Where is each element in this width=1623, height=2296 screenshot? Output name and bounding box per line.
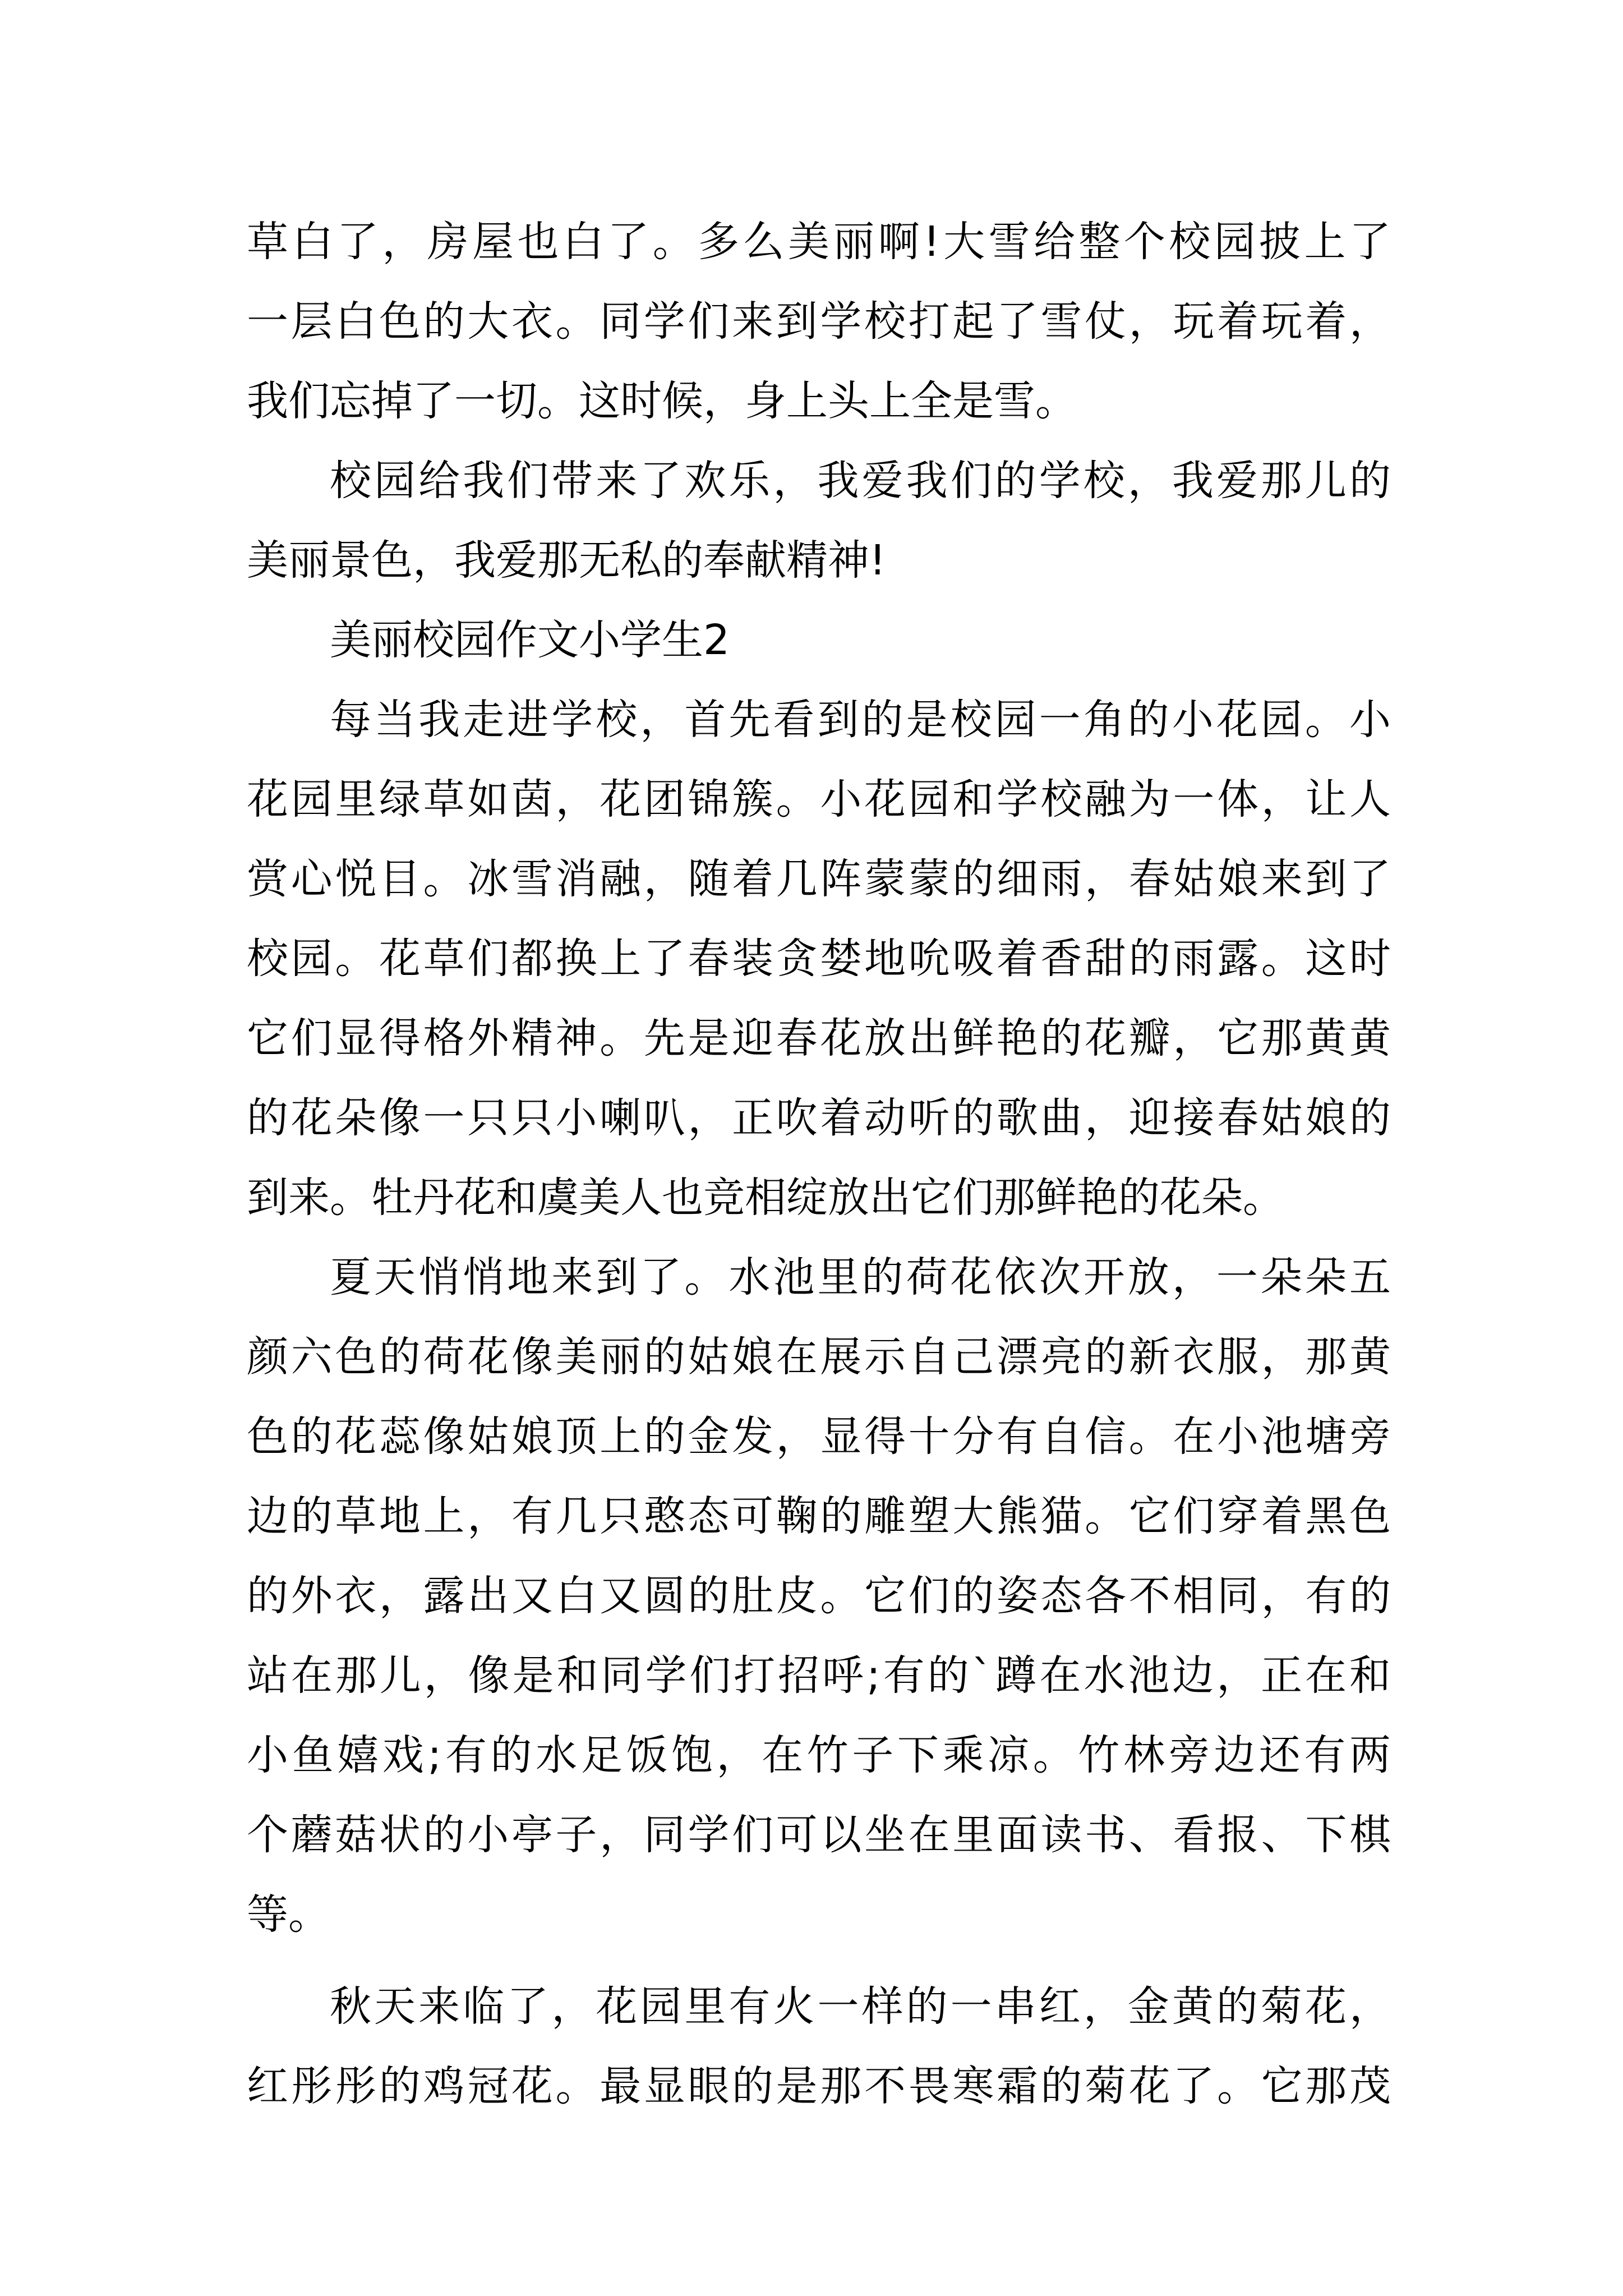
paragraph [247,1967,1391,2126]
heading-line: 美丽校园作文小学生2 [330,616,730,664]
text-line: 颜六色的荷花像美丽的姑娘在展示自己漂亮的新衣服，那黄 [247,1333,1391,1381]
text-line: 花园里绿草如茵，花团锦簇。小花园和学校融为一体，让人 [247,775,1391,823]
text-line: 夏天悄悄地来到了。水池里的荷花依次开放，一朵朵五 [330,1253,1391,1301]
text-line: 它们显得格外精神。先是迎春花放出鲜艳的花瓣，它那黄黄 [247,1014,1391,1062]
text-line: 校园给我们带来了欢乐，我爱我们的学校，我爱那儿的 [330,457,1391,505]
paragraph [247,441,1391,600]
paragraph [247,1237,1391,1954]
text-line: 的外衣，露出又白又圆的肚皮。它们的姿态各不相同，有的 [247,1572,1391,1620]
text-line: 站在那儿，像是和同学们打招呼;有的`蹲在水池边，正在和 [247,1651,1391,1700]
document-body [247,202,1391,2126]
text-line: 校园。花草们都换上了春装贪婪地吮吸着香甜的雨露。这时 [247,935,1391,983]
text-line: 红彤彤的鸡冠花。最显眼的是那不畏寒霜的菊花了。它那茂 [247,2062,1391,2110]
text-line: 色的花蕊像姑娘顶上的金发，显得十分有自信。在小池塘旁 [247,1412,1391,1461]
text-line: 草白了，房屋也白了。多么美丽啊!大雪给整个校园披上了 [247,218,1391,266]
text-line: 赏心悦目。冰雪消融，随着几阵蒙蒙的细雨，春姑娘来到了 [247,855,1391,903]
text-line: 一层白色的大衣。同学们来到学校打起了雪仗，玩着玩着， [247,297,1391,346]
text-line: 秋天来临了，花园里有火一样的一串红，金黄的菊花， [330,1982,1391,2031]
text-line: 的花朵像一只只小喇叭，正吹着动听的歌曲，迎接春姑娘的 [247,1094,1391,1142]
text-line: 每当我走进学校，首先看到的是校园一角的小花园。小 [330,696,1391,744]
paragraph [247,680,1391,1237]
text-line: 小鱼嬉戏;有的水足饭饱，在竹子下乘凉。竹林旁边还有两 [247,1731,1391,1779]
text-line: 到来。牡丹花和虞美人也竞相绽放出它们那鲜艳的花朵。 [247,1174,1284,1222]
text-line: 等。 [247,1890,330,1939]
text-line: 美丽景色，我爱那无私的奉献精神! [247,536,886,585]
text-line: 个蘑菇状的小亭子，同学们可以坐在里面读书、看报、下棋 [247,1811,1391,1859]
text-line: 我们忘掉了一切。这时候，身上头上全是雪。 [247,377,1077,425]
section-heading [247,600,1391,680]
paragraph [247,202,1391,441]
text-line: 边的草地上，有几只憨态可鞠的雕塑大熊猫。它们穿着黑色 [247,1492,1391,1540]
